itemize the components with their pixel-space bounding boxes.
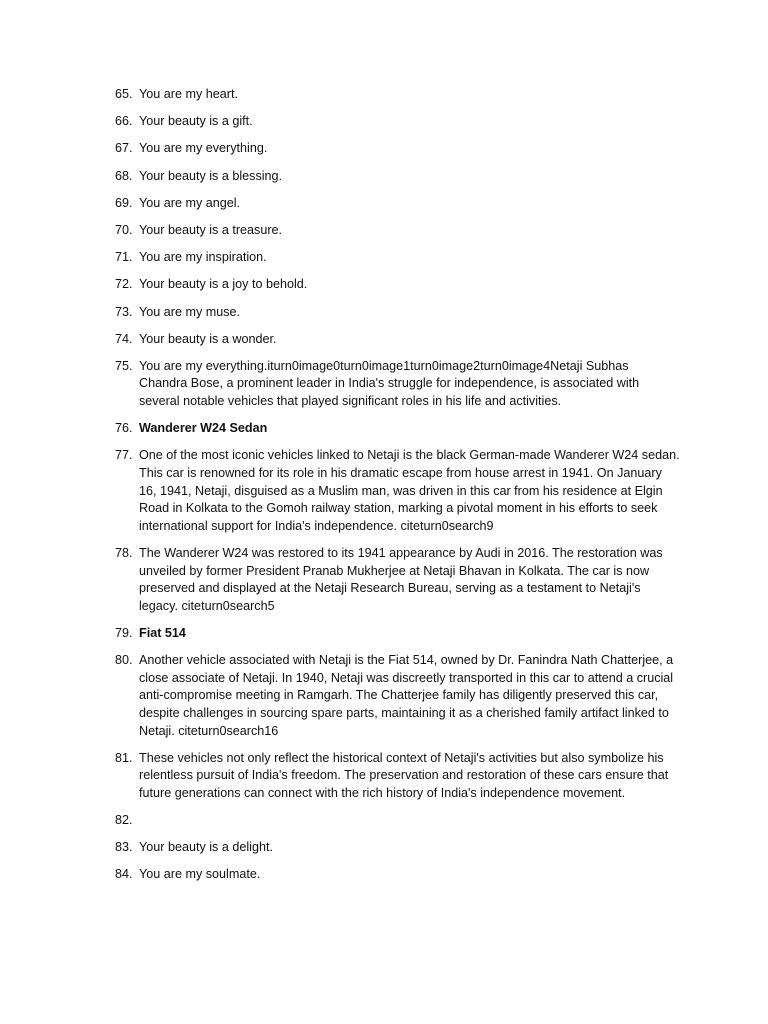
list-item-text: You are my everything. (139, 141, 268, 156)
list-item-number: 81. (115, 750, 133, 765)
list-item-heading (115, 420, 680, 438)
list-item-text: You are my inspiration. (139, 250, 267, 265)
list-item-text: Your beauty is a wonder. (139, 331, 277, 346)
list-item (115, 195, 680, 213)
list-item-number: 84. (115, 867, 133, 882)
section-heading: Fiat 514 (139, 625, 186, 640)
list-item (115, 276, 680, 294)
list-item-text: These vehicles not only reflect the historical context of Netaji's activities but also symbolize his relentless pursuit of India's freedom. The preservation and restoration of these cars ensure that future generations can connect with the rich history of India's independence movement. (139, 750, 669, 800)
list-item-text: Your beauty is a gift. (139, 114, 253, 129)
list-item-number: 76. (115, 421, 133, 436)
list-item (115, 652, 680, 740)
list-item-number: 79. (115, 625, 133, 640)
list-item-number: 66. (115, 114, 133, 129)
list-item-number: 68. (115, 168, 133, 183)
list-item-text: You are my heart. (139, 87, 238, 101)
list-item (115, 866, 680, 884)
list-item-text: Another vehicle associated with Netaji is the Fiat 514, owned by Dr. Fanindra Nath Chatterjee, a close associate of Netaji. In 1940, Netaji was discreetly transported in this car to attend a crucial anti-compromise meeting in Ramgarh. The Chatterjee family has diligently preserved this car, despite challenges in sourcing spare parts, maintaining it as a cherished family artifact linked to Netaji. citeturn0search16 (139, 653, 674, 738)
list-item-number: 70. (115, 222, 133, 237)
list-item-number: 77. (115, 448, 133, 463)
list-item-number: 82. (115, 813, 133, 828)
list-item (115, 304, 680, 322)
list-item-text (139, 812, 680, 830)
list-item-number: 69. (115, 195, 133, 210)
list-item (115, 839, 680, 857)
list-item-text: You are my soulmate. (139, 867, 261, 882)
list-item-number: 67. (115, 141, 133, 156)
list-item-number: 78. (115, 546, 133, 560)
list-item-number: 71. (115, 250, 133, 265)
list-item-text: You are my everything.iturn0image0turn0image1turn0image2turn0image4Netaji Subhas Chandra Bose, a prominent leader in India's struggle for independence, is associated with several notable vehicles that played significant roles in his life and activities. (139, 358, 640, 409)
list-item-text: You are my angel. (139, 195, 241, 210)
list-item-text: You are my muse. (139, 304, 241, 319)
list-item-number: 83. (115, 840, 133, 855)
list-item-text: Your beauty is a treasure. (139, 222, 283, 237)
numbered-list (115, 86, 680, 894)
list-item-text: Your beauty is a blessing. (139, 168, 283, 183)
list-item-number: 75. (115, 358, 133, 373)
list-item-number: 72. (115, 277, 133, 292)
list-item (115, 249, 680, 267)
list-item (115, 86, 680, 104)
list-item-empty (115, 812, 680, 830)
list-item (115, 168, 680, 186)
list-item-number: 73. (115, 304, 133, 319)
list-item-text: Your beauty is a delight. (139, 840, 273, 855)
list-item (115, 750, 680, 803)
list-item-text: Your beauty is a joy to behold. (139, 277, 308, 292)
section-heading: Wanderer W24 Sedan (139, 421, 268, 436)
list-item (115, 140, 680, 158)
list-item-text: One of the most iconic vehicles linked to Netaji is the black German-made Wanderer W24 sedan. This car is renowned for its role in his dramatic escape from house arrest in 1941. On January 16, 1941, Netaji, disguised as a Muslim man, was driven in this car from his residence at Elgin Road in Kolkata to the Gomoh railway station, marking a pivotal moment in his efforts to seek international support for India's independence. citeturn0search9 (139, 448, 680, 533)
list-item (115, 447, 680, 535)
list-item (115, 113, 680, 131)
list-item-heading (115, 625, 680, 643)
list-item-number: 74. (115, 331, 133, 346)
list-item-number: 80. (115, 653, 133, 668)
list-item (115, 545, 680, 615)
list-item-number: 65. (115, 87, 133, 101)
list-item (115, 358, 680, 411)
list-item (115, 222, 680, 240)
list-item (115, 331, 680, 349)
list-item-text: The Wanderer W24 was restored to its 1941 appearance by Audi in 2016. The restoration was unveiled by former President Pranab Mukherjee at Netaji Bhavan in Kolkata. The car is now preserved and displayed at the Netaji Research Bureau, serving as a testament to Netaji's legacy. citeturn0search5 (139, 546, 663, 613)
